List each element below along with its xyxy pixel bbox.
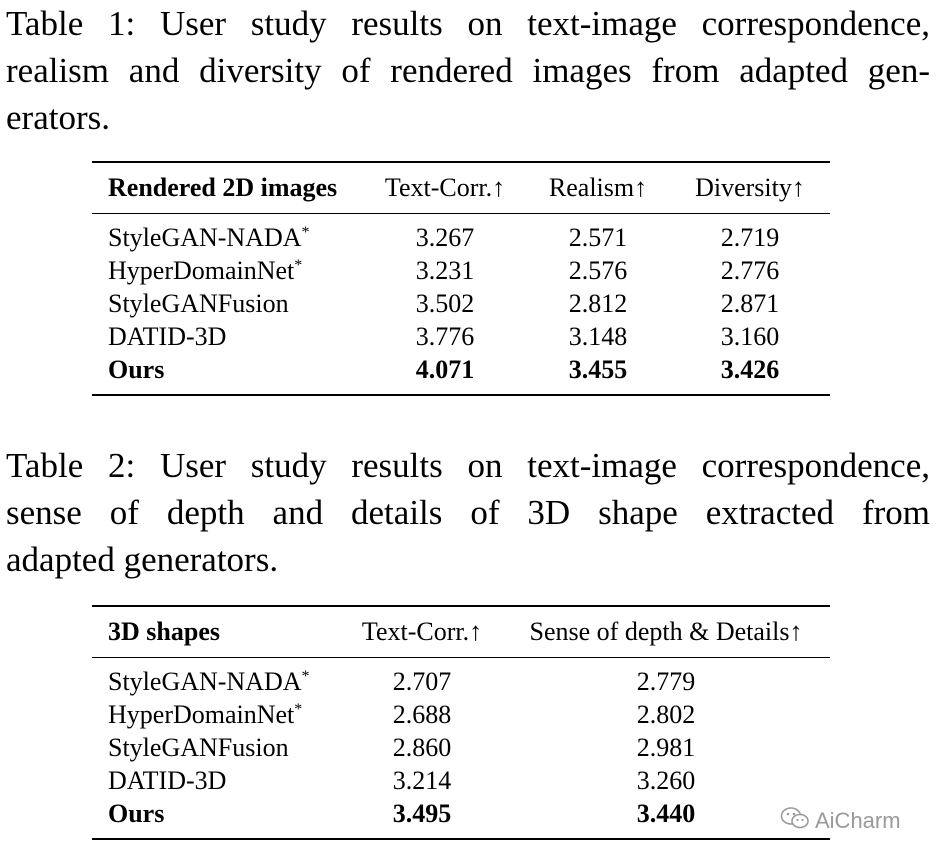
table-row [92, 287, 830, 320]
score-cell: 3.260 [636, 766, 696, 795]
table-row [92, 320, 830, 353]
table1-header-method: Rendered 2D images [108, 173, 338, 202]
method-cell [92, 287, 364, 320]
method-cell [92, 353, 364, 395]
method-name: HyperDomainNet [108, 256, 295, 285]
method-cell [92, 797, 342, 839]
table1 [92, 161, 830, 396]
method-name: DATID-3D [108, 766, 227, 795]
table-row [92, 214, 830, 255]
score-cell: 2.776 [720, 256, 780, 285]
score-cell: 4.071 [415, 355, 475, 384]
method-cell [92, 698, 342, 731]
score-cell: 2.688 [392, 700, 452, 729]
table2-header-depth-details: Sense of depth & Details↑ [529, 617, 803, 646]
table2-caption-line: adapted generators. [6, 540, 279, 579]
watermark-text: AiCharm [815, 808, 901, 833]
asterisk-mark: * [294, 257, 303, 274]
table-row [92, 797, 830, 839]
table1-header-realism: Realism↑ [548, 173, 648, 202]
score-cell: 2.981 [636, 733, 696, 762]
table-row [92, 764, 830, 797]
table-row [92, 698, 830, 731]
table2-caption-line: Table 2: User study results on text-image correspondence, [6, 446, 930, 485]
method-name: DATID-3D [108, 322, 227, 351]
method-cell [92, 764, 342, 797]
table1-header-text-corr: Text-Corr.↑ [384, 173, 506, 202]
score-cell: 2.576 [568, 256, 628, 285]
score-cell: 2.719 [720, 223, 780, 252]
score-cell: 3.440 [636, 799, 696, 828]
table-row [92, 353, 830, 395]
score-cell: 3.502 [415, 289, 475, 318]
score-cell: 3.148 [568, 322, 628, 351]
score-cell: 3.426 [720, 355, 780, 384]
method-cell [92, 214, 364, 255]
table2-header-text-corr: Text-Corr.↑ [361, 617, 483, 646]
table1-caption-line: erators. [6, 98, 110, 137]
score-cell: 2.802 [636, 700, 696, 729]
score-cell: 2.860 [392, 733, 452, 762]
method-name: Ours [108, 799, 165, 828]
asterisk-mark: * [301, 224, 310, 241]
method-name: StyleGAN-NADA [108, 667, 302, 696]
table-row [92, 658, 830, 699]
method-cell [92, 320, 364, 353]
asterisk-mark: * [301, 668, 310, 685]
score-cell: 2.812 [568, 289, 628, 318]
wechat-icon [780, 806, 810, 836]
table1-caption [6, 0, 930, 141]
score-cell: 3.776 [415, 322, 475, 351]
score-cell: 2.571 [568, 223, 628, 252]
asterisk-mark: * [294, 701, 303, 718]
table2 [92, 605, 830, 840]
watermark [780, 806, 901, 836]
score-cell: 3.160 [720, 322, 780, 351]
method-name: StyleGAN-NADA [108, 223, 302, 252]
method-name: Ours [108, 355, 165, 384]
method-name: StyleGANFusion [108, 733, 289, 762]
table2-header-method: 3D shapes [108, 617, 220, 646]
score-cell: 2.779 [636, 667, 696, 696]
score-cell: 3.214 [392, 766, 452, 795]
method-name: HyperDomainNet [108, 700, 295, 729]
table1-header-diversity: Diversity↑ [695, 173, 805, 202]
score-cell: 3.495 [392, 799, 452, 828]
score-cell: 3.455 [568, 355, 628, 384]
table1-caption-line: realism and diversity of rendered images from adapted gen- [6, 51, 930, 90]
score-cell: 2.871 [720, 289, 780, 318]
score-cell: 3.267 [415, 223, 475, 252]
table2-caption-line: sense of depth and details of 3D shape extracted from [6, 493, 930, 532]
method-cell [92, 731, 342, 764]
method-cell [92, 254, 364, 287]
table-row [92, 254, 830, 287]
table1-caption-line: Table 1: User study results on text-image correspondence, [6, 4, 930, 43]
score-cell: 2.707 [392, 667, 452, 696]
score-cell: 3.231 [415, 256, 475, 285]
method-cell [92, 658, 342, 699]
table-row [92, 731, 830, 764]
table2-caption [6, 442, 930, 583]
method-name: StyleGANFusion [108, 289, 289, 318]
